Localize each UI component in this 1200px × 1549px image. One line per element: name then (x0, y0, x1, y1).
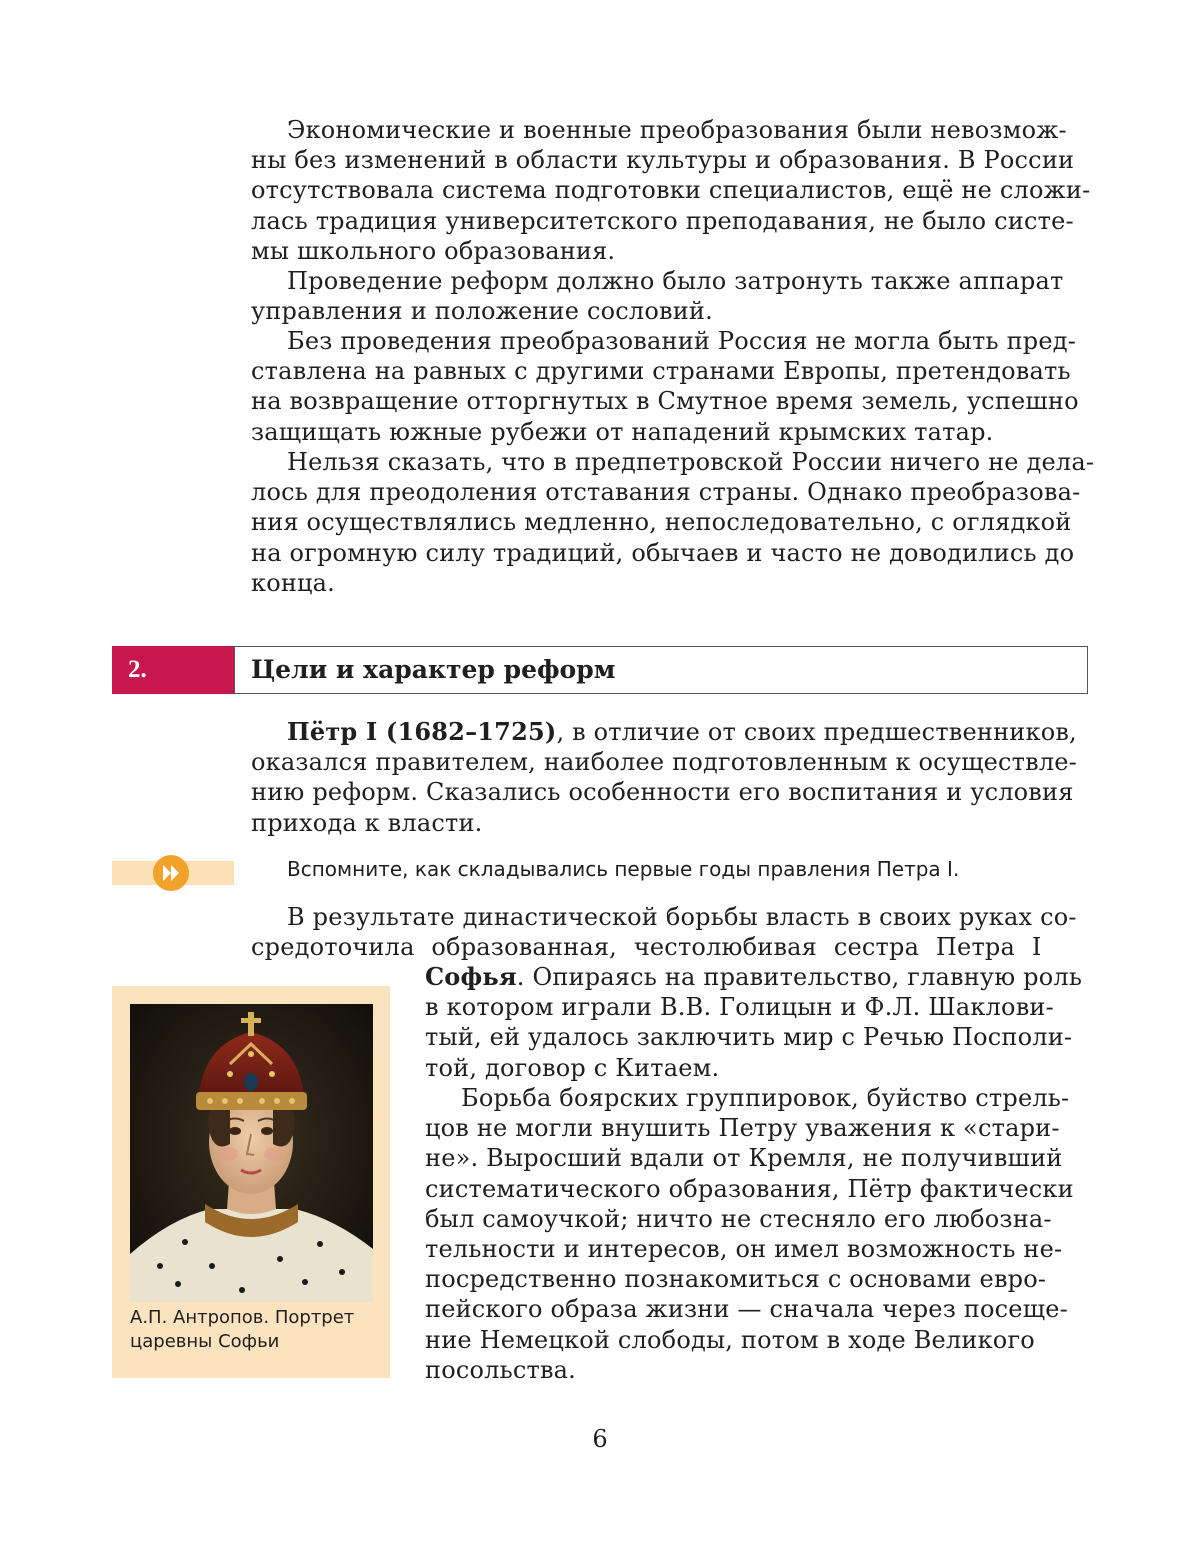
text-line: лось для преодоления отставания страны. Однако преобразова- (251, 478, 1081, 507)
peter-name-dates: Пётр I (1682–1725) (287, 717, 557, 746)
text-line: В результате династической борьбы власть в своих руках со- (287, 903, 1077, 931)
text-line: систематического образования, Пётр фактически (425, 1174, 1074, 1203)
text-line (425, 962, 1083, 992)
text-line: Проведение реформ должно было затронуть также аппарат (287, 267, 1064, 295)
paragraph-sophia-rest (425, 962, 1083, 1083)
text-fragment: , в отличие от своих предшественников, (556, 718, 1077, 746)
text-line: управления и положение сословий. (251, 297, 713, 326)
text-fragment: . Опираясь на правительство, главную роль (516, 963, 1083, 991)
text-line: мы школьного образования. (251, 236, 616, 265)
text-line: ны без изменений в области культуры и образования. В России (251, 146, 1075, 175)
text-line: ставлена на равных с другими странами Европы, претендовать (251, 357, 1071, 386)
text-line: оказался правителем, наиболее подготовленным к осуществле- (251, 748, 1077, 777)
text-line: ния осуществлялись медленно, непоследовательно, с оглядкой (251, 508, 1072, 537)
caption-line: царевны Софьи (130, 1331, 280, 1352)
paragraph-sophia-intro (251, 902, 1077, 962)
text-line: конца. (251, 568, 336, 597)
text-line: прихода к власти. (251, 808, 483, 837)
text-line: Борьба боярских группировок, буйство стрель- (461, 1084, 1070, 1112)
text-line: на возвращение отторгнутых в Смутное время земель, успешно (251, 387, 1079, 416)
text-line: пейского образа жизни — сначала через посеще- (425, 1295, 1068, 1324)
section-number: 2. (112, 646, 234, 694)
sophia-name: Софья (425, 962, 517, 991)
text-line: Нельзя сказать, что в предпетровской России ничего не дела- (287, 448, 1095, 476)
portrait-sophia-image (130, 1004, 373, 1302)
text-line: ние Немецкой слободы, потом в ходе Великого (425, 1325, 1035, 1354)
recall-question: Вспомните, как складывались первые годы правления Петра I. (287, 857, 960, 881)
text-line: цов не могли внушить Петру уважения к «стари- (425, 1114, 1060, 1143)
text-line: в котором играли В.В. Голицын и Ф.Л. Шаклови- (425, 993, 1054, 1022)
text-line: был самоучкой; ничто не стесняло его любозна- (425, 1204, 1052, 1233)
paragraph-pre-petrine (251, 447, 1095, 598)
portrait-caption (130, 1306, 380, 1354)
text-line: посредственно познакомиться с основами евро- (425, 1265, 1047, 1294)
paragraph-without-reforms (251, 326, 1079, 447)
section-header (234, 646, 1088, 694)
portrait-card (112, 986, 390, 1378)
paragraph-peter (251, 717, 1077, 838)
paragraph-boyar-struggle (425, 1083, 1074, 1385)
paragraph-reforms-apparatus (251, 266, 1071, 326)
text-line: Без проведения преобразований Россия не могла быть пред- (287, 327, 1077, 355)
text-line: лась традиция университетского преподавания, не было систе- (251, 206, 1074, 235)
text-line: на огромную силу традиций, обычаев и часто не доводились до (251, 538, 1075, 567)
text-line: тельности и интересов, он имел возможность не- (425, 1235, 1063, 1264)
text-line: Экономические и военные преобразования были невозмож- (287, 116, 1067, 144)
text-line: посольства. (425, 1355, 577, 1384)
fast-forward-icon (153, 855, 189, 891)
text-line: нию реформ. Сказались особенности его воспитания и условия (251, 778, 1074, 807)
text-line: средоточила образованная, честолюбивая сестра Петра I (251, 933, 1042, 962)
text-line: защищать южные рубежи от нападений крымских татар. (251, 417, 994, 446)
text-line: отсутствовала система подготовки специалистов, ещё не сложи- (251, 176, 1091, 205)
text-line: не». Выросший вдали от Кремля, не получивший (425, 1144, 1063, 1173)
text-line (251, 717, 1077, 747)
caption-line: А.П. Антропов. Портрет (130, 1307, 355, 1328)
section-title: Цели и характер реформ (251, 655, 616, 684)
text-line: тый, ей удалось заключить мир с Речью Посполи- (425, 1023, 1073, 1052)
text-line: той, договор с Китаем. (425, 1053, 720, 1082)
paragraph-economic (251, 115, 1091, 266)
page-number: 6 (592, 1425, 608, 1453)
